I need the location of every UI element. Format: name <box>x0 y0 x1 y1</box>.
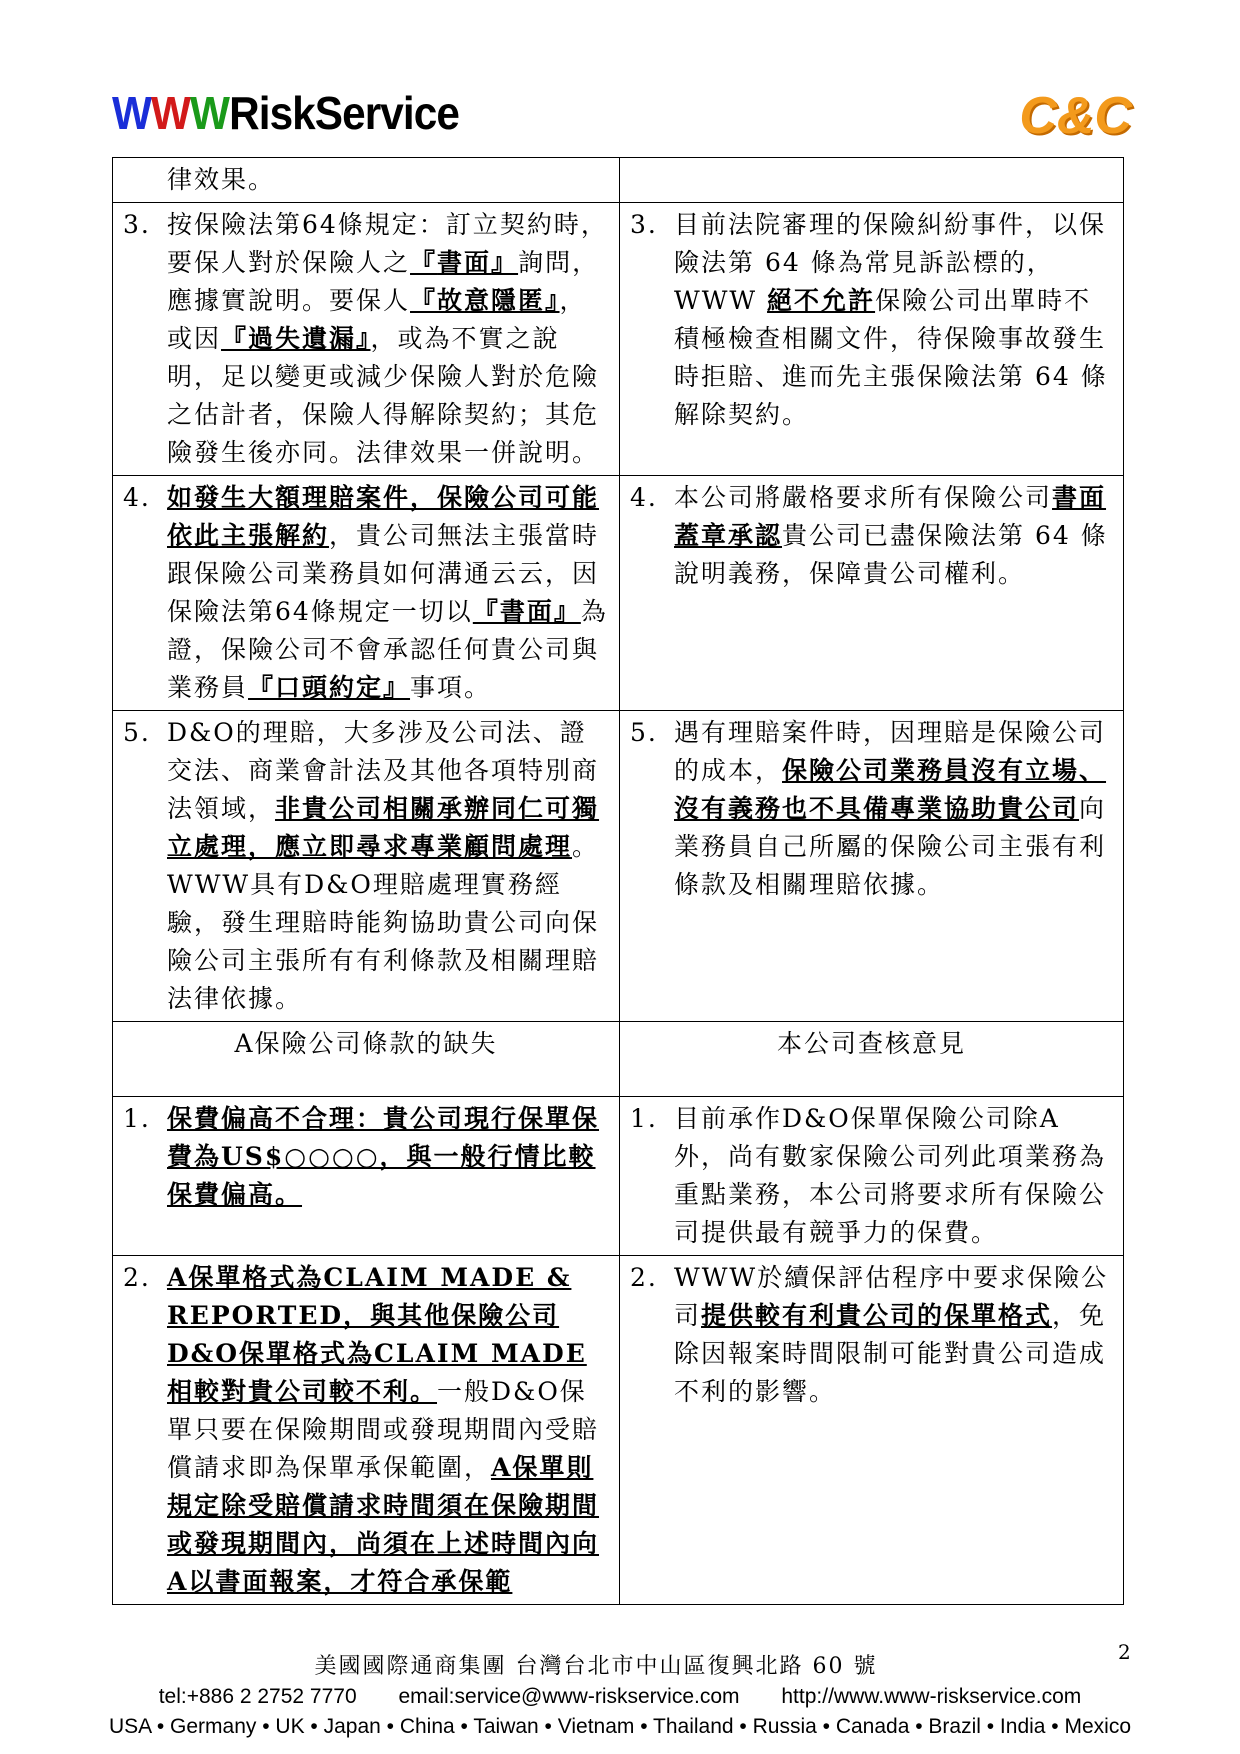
item-number: 2. <box>123 1263 151 1292</box>
emphasis-text: 非貴公司相關承辦同仁可獨立處理，應立即尋求專業顧問處理 <box>167 794 600 861</box>
emphasis-text: 』 <box>491 248 519 277</box>
cell-text: 律效果。 <box>167 165 276 194</box>
body-text: 保險公司出單時不積極檢查相關文件，待保險事故發生時拒賠、進而先主張保險法第 64 條解除契約。 <box>674 286 1108 429</box>
cell-text <box>167 479 609 707</box>
cell-left <box>113 158 620 203</box>
cell-text <box>167 714 609 1018</box>
footer-address: 美國國際通商集團 台灣台北市中山區復興北路 60 號 <box>314 1654 878 1679</box>
emphasis-text: 絕不允許 <box>767 286 876 315</box>
wwwriskservice-logo <box>112 87 459 139</box>
footer-email[interactable]: email:service@www-riskservice.com <box>398 1685 740 1708</box>
emphasis-text: 保費偏高不合理：貴公司現行保單保費為US$○○○○，與一般行情比較保費偏高。 <box>167 1104 600 1209</box>
emphasis-text: A保單則規定除受賠償請求時間須在保險期間或發現期間內，尚須在上述時間內向A以書面報案，才符合承保範 <box>167 1453 600 1596</box>
cell-right <box>620 711 1124 1022</box>
body-text: 一般D&O保單只要在保險期間或發現期間內受賠償請求即為保單承保範圍， <box>167 1377 600 1482</box>
body-text: 目前法院審理的保險糾紛事件，以保險法第 64 條為常見訴訟標的，WWW <box>674 210 1107 315</box>
cell-text <box>674 1259 1113 1411</box>
logo-text: RiskService <box>229 87 459 139</box>
body-text: ，免除因報案時間限制可能對貴公司造成不利的影響。 <box>674 1301 1107 1406</box>
cell-left <box>113 203 620 476</box>
cell-text <box>674 479 1113 593</box>
footer-countries: USA • Germany • UK • Japan • China • Taiwan • Vietnam • Thailand • Russia • Canada • Brazil • India • Mexico <box>108 1715 1132 1738</box>
cell-text <box>674 1100 1113 1252</box>
cell-text <box>674 206 1113 434</box>
emphasis-text: 『故意隱匿』 <box>410 286 560 315</box>
logo-w-2: W <box>151 87 191 139</box>
defect-row-1 <box>113 1097 1124 1256</box>
body-text: 按保險法第64條規定：訂立契約時，要保人對於保險人之 <box>167 210 608 277</box>
body-text: 為證，保險公司不會承認任何貴公司與業務員 <box>167 597 608 702</box>
body-text: 向業務員自己所屬的保險公司主張有利條款及相關理賠依據。 <box>674 794 1107 899</box>
page-header <box>112 88 1132 150</box>
cell-left <box>113 711 620 1022</box>
body-text: 事項。 <box>410 673 492 702</box>
page-number: 2 <box>1118 1640 1131 1664</box>
emphasis-text: 『 <box>410 248 438 277</box>
body-text: ，或因 <box>167 286 587 353</box>
cell-text <box>167 1259 609 1601</box>
item-number: 2. <box>630 1263 658 1292</box>
item-number: 4. <box>123 483 151 512</box>
table-row-continuation <box>113 158 1124 203</box>
body-text: 本公司將嚴格要求所有保險公司 <box>674 483 1053 512</box>
section-header-row <box>113 1022 1124 1097</box>
page-footer <box>0 1652 1240 1742</box>
comparison-table <box>112 157 1124 1605</box>
footer-tel: tel:+886 2 2752 7770 <box>158 1685 357 1708</box>
body-text: 貴公司已盡保險法第 64 條說明義務，保障貴公司權利。 <box>674 521 1108 588</box>
logo-w-1: W <box>112 87 152 139</box>
section-header-right: 本公司查核意見 <box>620 1022 1124 1097</box>
body-text: 詢問，應據實說明。要保人 <box>167 248 600 315</box>
cell-right <box>620 158 1124 203</box>
cell-right <box>620 476 1124 711</box>
section-header-left: A保險公司條款的缺失 <box>113 1022 620 1097</box>
item-number: 3. <box>630 210 658 239</box>
cell-text <box>167 206 609 472</box>
cell-left <box>113 1256 620 1605</box>
emphasis-text: A保單格式為CLAIM MADE & REPORTED，與其他保險公司D&O保單格式為CLAIM MADE相較對貴公司較不利。 <box>167 1263 587 1406</box>
item-row-1 <box>113 203 1124 476</box>
footer-contact <box>0 1682 1240 1712</box>
item-number: 4. <box>630 483 658 512</box>
footer-web[interactable]: http://www.www-riskservice.com <box>781 1685 1082 1708</box>
emphasis-text: 『書面』 <box>472 597 581 626</box>
item-number: 5. <box>630 718 658 747</box>
cell-right <box>620 1097 1124 1256</box>
cell-right <box>620 203 1124 476</box>
emphasis-text: 『過失遺漏』 <box>221 324 371 353</box>
cell-text <box>167 1100 609 1214</box>
item-number: 1. <box>630 1104 658 1133</box>
emphasis-text: 書面 <box>437 248 492 277</box>
body-text: 。WWW具有D&O理賠處理實務經驗，發生理賠時能夠協助貴公司向保險公司主張所有有利條款及相關理賠法律依據。 <box>167 832 600 1013</box>
emphasis-text: 『口頭約定』 <box>248 673 411 702</box>
item-row-3 <box>113 711 1124 1022</box>
emphasis-text: 保險公司業務員沒有立場、沒有義務也不具備專業協助貴公司 <box>674 756 1107 823</box>
item-number: 1. <box>123 1104 151 1133</box>
emphasis-text: 如發生大額理賠案件，保險公司可能依此主張解約 <box>167 483 600 550</box>
cell-left <box>113 1097 620 1256</box>
body-text: ，或為不實之說明，足以變更或減少保險人對於危險之估計者，保險人得解除契約；其危險發生後亦同。法律效果一併說明。 <box>167 324 600 467</box>
cell-left <box>113 476 620 711</box>
body-text: ，貴公司無法主張當時跟保險公司業務員如何溝通云云，因保險法第64條規定一切以 <box>167 521 600 626</box>
item-number: 3. <box>123 210 151 239</box>
defect-row-2 <box>113 1256 1124 1605</box>
body-text: D&O的理賠，大多涉及公司法、證交法、商業會計法及其他各項特別商法領域， <box>167 718 600 823</box>
cc-logo: C&C <box>1019 87 1132 145</box>
logo-w-3: W <box>190 87 230 139</box>
emphasis-text: 提供較有利貴公司的保單格式 <box>701 1301 1053 1330</box>
body-text: 遇有理賠案件時，因理賠是保險公司的成本， <box>674 718 1107 785</box>
body-text: WWW於續保評估程序中要求保險公司 <box>674 1263 1109 1330</box>
cell-text <box>674 714 1113 904</box>
cell-right <box>620 1256 1124 1605</box>
emphasis-text: 書面蓋章承認 <box>674 483 1107 550</box>
item-row-2 <box>113 476 1124 711</box>
body-text: 目前承作D&O保單保險公司除A外，尚有數家保險公司列此項業務為重點業務，本公司將要求所有保險公司提供最有競爭力的保費。 <box>674 1104 1107 1247</box>
item-number: 5. <box>123 718 151 747</box>
